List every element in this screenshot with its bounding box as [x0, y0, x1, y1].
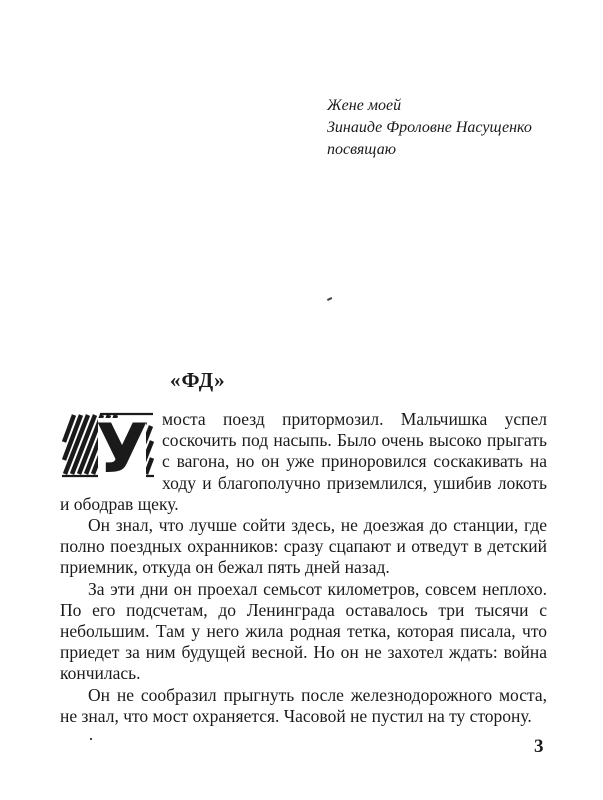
paragraph-1-text: моста поезд притормозил. Мальчишка успел соскочить под насыпь. Было очень высоко прыгать с вагона, но он уже приноровился соскакивать на ходу и благополучно приземлился, ушибив локоть и ободрав щеку.	[60, 409, 547, 514]
drop-cap	[60, 412, 156, 480]
dedication-line-2: Зинаиде Фроловне Насущенко	[327, 119, 532, 136]
print-speck	[327, 297, 332, 300]
page-number: 3	[534, 736, 544, 757]
paragraph-1	[60, 409, 547, 515]
dedication	[327, 95, 532, 161]
paragraph-2: Он знал, что лучше сойти здесь, не доезжая до станции, где полно поездных охранников: сразу сцапают и отведут в детский приемник, откуда он бежал пять дней назад.	[60, 515, 547, 578]
dedication-line-1: Жене моей	[327, 97, 402, 114]
paragraph-3: За эти дни он проехал семьсот километров, совсем неплохо. По его подсчетам, до Ленинграда оставалось три тысячи с небольшим. Там у него жила родная тетка, которая писала, что приедет за ним будущей весной. Но он не захотел ждать: война кончилась.	[60, 578, 547, 684]
drop-cap-letter: У	[95, 412, 149, 480]
chapter-body	[60, 409, 547, 727]
chapter-title: «ФД»	[170, 368, 226, 392]
paragraph-4: Он не сообразил прыгнуть после железнодорожного моста, не знал, что мост охраняется. Часовой не пустил на ту сторону.	[60, 684, 547, 726]
dedication-line-3: посвящаю	[327, 141, 397, 158]
print-speck	[90, 738, 92, 740]
